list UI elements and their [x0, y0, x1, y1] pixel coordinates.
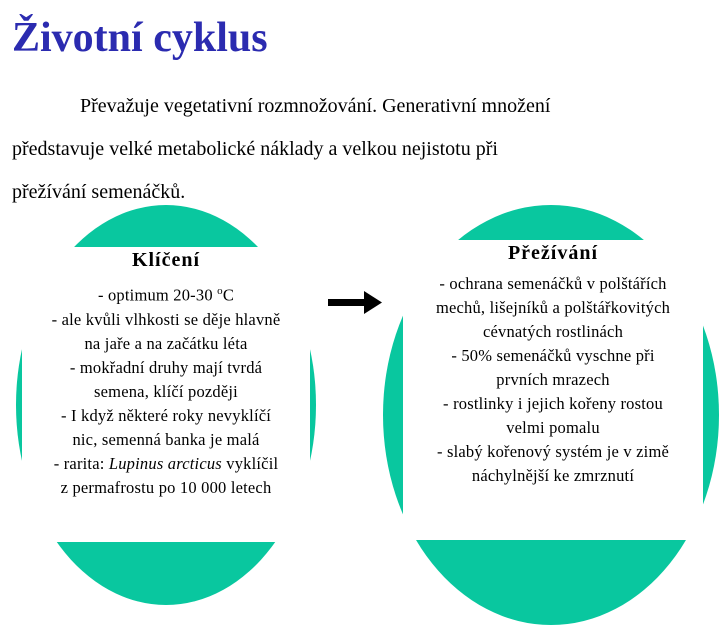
right-arrow-icon: [328, 289, 382, 317]
slide-title: Životní cyklus: [12, 15, 268, 61]
survival-line: - rostlinky i jejich kořeny rostou: [443, 394, 663, 413]
survival-line: velmi pomalu: [506, 418, 600, 437]
intro-paragraph: [12, 85, 712, 214]
survival-line: cévnatých rostlinách: [482, 322, 624, 341]
germination-line: semena, klíčí později: [94, 381, 238, 401]
survival-line: prvních mrazech: [496, 370, 610, 389]
species-name: Lupinus arcticus: [108, 453, 222, 473]
survival-line: - slabý kořenový systém je v zimě: [436, 442, 670, 461]
germination-line: z permafrostu po 10 000 letech: [60, 477, 272, 497]
survival-heading: Přežívání: [507, 242, 599, 264]
intro-line-1: Převažuje vegetativní rozmnožování. Generativní množení: [80, 95, 551, 117]
germination-line: - ale kvůli vlhkosti se děje hlavně: [51, 309, 281, 329]
intro-line-2: představuje velké metabolické náklady a velkou nejistotu při: [12, 138, 498, 160]
germination-line: - I když některé roky nevyklíčí: [60, 405, 272, 425]
germination-line: - mokřadní druhy mají tvrdá: [69, 357, 263, 377]
survival-line: mechů, lišejníků a polštářkovitých: [435, 298, 671, 317]
germination-rarity: - rarita: Lupinus arcticus vyklíčil: [53, 453, 279, 473]
survival-panel: [403, 240, 703, 540]
survival-line: náchylnější ke zmrznutí: [471, 466, 635, 485]
germination-line: na jaře a na začátku léta: [84, 333, 248, 353]
germination-panel: [22, 247, 310, 542]
germination-heading: Klíčení: [131, 249, 201, 271]
germination-line: nic, semenná banka je malá: [72, 429, 260, 449]
germination-optimum: - optimum 20-30 $^o$C: [97, 285, 235, 305]
survival-line: - 50% semenáčků vyschne při: [451, 346, 655, 365]
survival-line: - ochrana semenáčků v polštářích: [439, 274, 667, 293]
intro-line-3: přežívání semenáčků.: [12, 181, 186, 203]
